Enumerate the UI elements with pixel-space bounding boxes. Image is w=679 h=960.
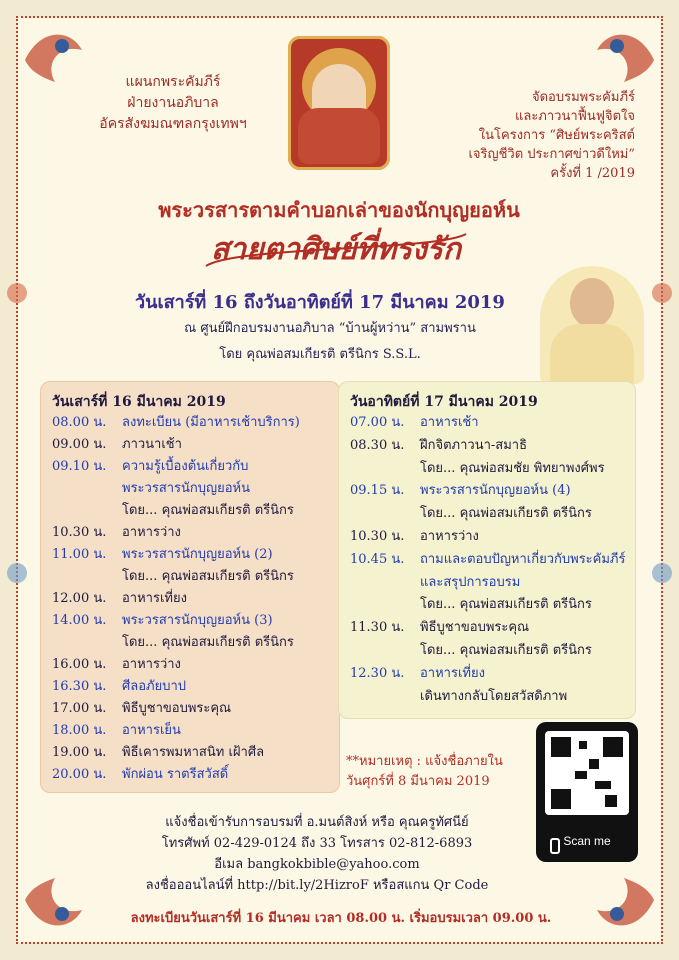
saturday-heading: วันเสาร์ที่ 16 มีนาคม 2019 (52, 394, 226, 410)
schedule-text: อาหารเที่ยง (420, 665, 485, 681)
priest-photo (540, 266, 644, 384)
note-line: วันศุกร์ที่ 8 มีนาคม 2019 (346, 774, 490, 789)
schedule-row (52, 521, 332, 542)
event-venue: ณ ศูนย์ฝึกอบรมงานอภิบาล “บ้านผู้หว่าน” สามพราน (184, 321, 476, 336)
subtitle-swash (196, 226, 476, 276)
right-header-line: ครั้งที่ 1 /2019 (550, 166, 635, 181)
schedule-row (350, 571, 630, 592)
schedule-text: พระวรสารนักบุญยอห์น (4) (420, 483, 571, 499)
right-header-line: เจริญชีวิต ประกาศข่าวดีใหม่” (468, 147, 635, 162)
left-header-line: แผนกพระคัมภีร์ (125, 74, 221, 90)
left-header-text (83, 72, 263, 135)
schedule-text: พิธีบูชาขอบพระคุณ (420, 620, 530, 636)
schedule-row (350, 525, 630, 546)
schedule-text: ถามและตอบปัญหาเกี่ยวกับพระคัมภีร์ (420, 551, 626, 567)
bottom-right-floral-ornament (589, 870, 659, 940)
schedule-row (350, 639, 630, 660)
schedule-text: โดย... คุณพ่อสมชัย พิทยาพงศ์พร (420, 460, 605, 476)
schedule-time: 12.30 น. (350, 665, 405, 681)
scan-me-label: Scan me (563, 834, 611, 848)
saint-john-icon (288, 36, 390, 170)
contact-line: โทรศัพท์ 02-429-0124 ถึง 33 โทรสาร 02-812-6893 (161, 836, 473, 851)
bottom-left-floral-ornament (20, 870, 90, 940)
sunday-heading: วันอาทิตย์ที่ 17 มีนาคม 2019 (350, 394, 538, 410)
schedule-time: 10.45 น. (350, 551, 405, 567)
right-header-line: จัดอบรมพระคัมภีร์ (531, 90, 635, 105)
left-header-line: อัครสังฆมณฑลกรุงเทพฯ (99, 116, 247, 132)
schedule-time: 16.30 น. (52, 679, 107, 694)
side-ornament-right (649, 280, 675, 306)
schedule-text: โดย... คุณพ่อสมเกียรติ ตรีนิกร (122, 569, 294, 584)
schedule-row (52, 477, 332, 498)
schedule-time: 07.00 น. (350, 415, 405, 430)
schedule-text: โดย... คุณพ่อสมเกียรติ ตรีนิกร (122, 503, 294, 518)
schedule-row (52, 675, 332, 696)
speaker-line: โดย คุณพ่อสมเกียรติ ตรีนิกร S.S.L. (219, 347, 421, 362)
subtitle-text: สายตาศิษย์ที่ทรงรัก (210, 232, 462, 267)
schedule-time: 16.00 น. (52, 657, 107, 672)
schedule-row (52, 653, 332, 674)
schedule-text: อาหารว่าง (420, 529, 479, 544)
schedule-row (52, 543, 332, 564)
schedule-text: อาหารว่าง (122, 525, 181, 540)
left-header-line: ฝ่ายงานอภิบาล (127, 95, 219, 111)
schedule-text: ลงทะเบียน (มีอาหารเช้าบริการ) (122, 415, 300, 430)
right-header-line: และภาวนาฟื้นฟูจิตใจ (514, 109, 635, 124)
priest-head (570, 278, 614, 328)
registration-note (346, 752, 536, 792)
schedule-row (52, 455, 332, 476)
schedule-row (52, 565, 332, 586)
schedule-time: 09.15 น. (350, 483, 405, 499)
schedule-text: ความรู้เบื้องต้นเกี่ยวกับ (122, 459, 249, 474)
side-ornament-right (649, 560, 675, 586)
qr-code-card[interactable] (536, 722, 638, 862)
schedule-text: พระวรสารนักบุญยอห์น (3) (122, 613, 273, 628)
schedule-time: 19.00 น. (52, 745, 107, 760)
right-header-line: ในโครงการ “ศิษย์พระคริสต์ (478, 128, 635, 143)
side-ornament-left (4, 280, 30, 306)
schedule-row (52, 587, 332, 608)
top-left-floral-ornament (20, 20, 90, 90)
schedule-row (52, 697, 332, 718)
schedule-text: อาหารว่าง (122, 657, 181, 672)
schedule-row (350, 434, 630, 455)
schedule-row (52, 609, 332, 630)
schedule-time: 10.30 น. (350, 529, 405, 544)
schedule-row (350, 502, 630, 523)
schedule-text: โดย... คุณพ่อสมเกียรติ ตรีนิกร (420, 597, 592, 613)
schedule-row (350, 411, 630, 432)
saturday-schedule-panel (40, 381, 340, 793)
schedule-time: 12.00 น. (52, 591, 107, 606)
schedule-text: โดย... คุณพ่อสมเกียรติ ตรีนิกร (420, 643, 592, 658)
event-dates: วันเสาร์ที่ 16 ถึงวันอาทิตย์ที่ 17 มีนาคม 2019 (135, 292, 505, 313)
schedule-row (350, 662, 630, 683)
sunday-schedule-panel (338, 381, 636, 719)
side-ornament-left (4, 560, 30, 586)
schedule-row (350, 616, 630, 637)
schedule-row (350, 479, 630, 500)
schedule-text: พระวรสารนักบุญยอห์น (122, 481, 251, 496)
schedule-text: พักผ่อน ราตรีสวัสดิ์ (122, 767, 229, 782)
top-right-floral-ornament (589, 20, 659, 90)
schedule-time: 20.00 น. (52, 767, 107, 782)
schedule-text: อาหารเที่ยง (122, 591, 187, 606)
note-line: **หมายเหตุ : แจ้งชื่อภายใน (346, 754, 503, 769)
schedule-text: และสรุปการอบรม (420, 574, 521, 590)
schedule-row (52, 631, 332, 652)
main-title: พระวรสารตามคำบอกเล่าของนักบุญยอห์น (158, 198, 520, 222)
schedule-row (350, 685, 630, 706)
schedule-row (52, 719, 332, 740)
schedule-row (52, 741, 332, 762)
schedule-text: อาหารเย็น (122, 723, 181, 738)
schedule-text: ศีลอภัยบาป (122, 679, 187, 694)
contact-line: ลงชื่อออนไลน์ที่ http://bit.ly/2HizroF หรือสแกน Qr Code (145, 878, 489, 893)
schedule-text: พิธีบูชาขอบพระคุณ (122, 701, 232, 716)
schedule-text: โดย... คุณพ่อสมเกียรติ ตรีนิกร (420, 506, 592, 522)
schedule-row (350, 593, 630, 614)
schedule-time: 09.00 น. (52, 437, 107, 452)
contact-section (102, 812, 532, 896)
priest-robe (550, 324, 634, 384)
registration-footer: ลงทะเบียนวันเสาร์ที่ 16 มีนาคม เวลา 08.00 น. เริ่มอบรมเวลา 09.00 น. (130, 911, 552, 926)
schedule-time: 14.00 น. (52, 613, 107, 628)
schedule-time: 10.30 น. (52, 525, 107, 540)
schedule-text: โดย... คุณพ่อสมเกียรติ ตรีนิกร (122, 635, 294, 650)
schedule-time: 11.30 น. (350, 620, 405, 636)
schedule-time: 11.00 น. (52, 547, 107, 562)
schedule-text: ฝึกจิตภาวนา-สมาธิ (420, 437, 528, 453)
schedule-time: 09.10 น. (52, 459, 107, 474)
schedule-row (52, 411, 332, 432)
right-header-text (415, 88, 635, 183)
contact-line: อีเมล bangkokbible@yahoo.com (214, 857, 420, 872)
schedule-row (350, 548, 630, 569)
schedule-time: 08.30 น. (350, 437, 405, 453)
qr-code[interactable] (545, 731, 629, 815)
schedule-row (52, 499, 332, 520)
schedule-text: พระวรสารนักบุญยอห์น (2) (122, 547, 273, 562)
saint-robe (298, 108, 380, 164)
schedule-text: อาหารเช้า (420, 415, 479, 430)
schedule-text: พิธีเคารพมหาสนิท เฝ้าศีล (122, 745, 265, 760)
schedule-text: ภาวนาเช้า (122, 437, 182, 452)
subtitle (196, 226, 476, 273)
contact-line: แจ้งชื่อเข้ารับการอบรมที่ อ.มนต์สิงห์ หรือ คุณครูทัศนีย์ (165, 815, 469, 830)
schedule-time: 17.00 น. (52, 701, 107, 716)
schedule-row (52, 763, 332, 784)
schedule-time: 18.00 น. (52, 723, 107, 738)
schedule-time: 08.00 น. (52, 415, 107, 430)
schedule-text: เดินทางกลับโดยสวัสดิภาพ (420, 688, 568, 704)
schedule-row (52, 433, 332, 454)
schedule-row (350, 457, 630, 478)
